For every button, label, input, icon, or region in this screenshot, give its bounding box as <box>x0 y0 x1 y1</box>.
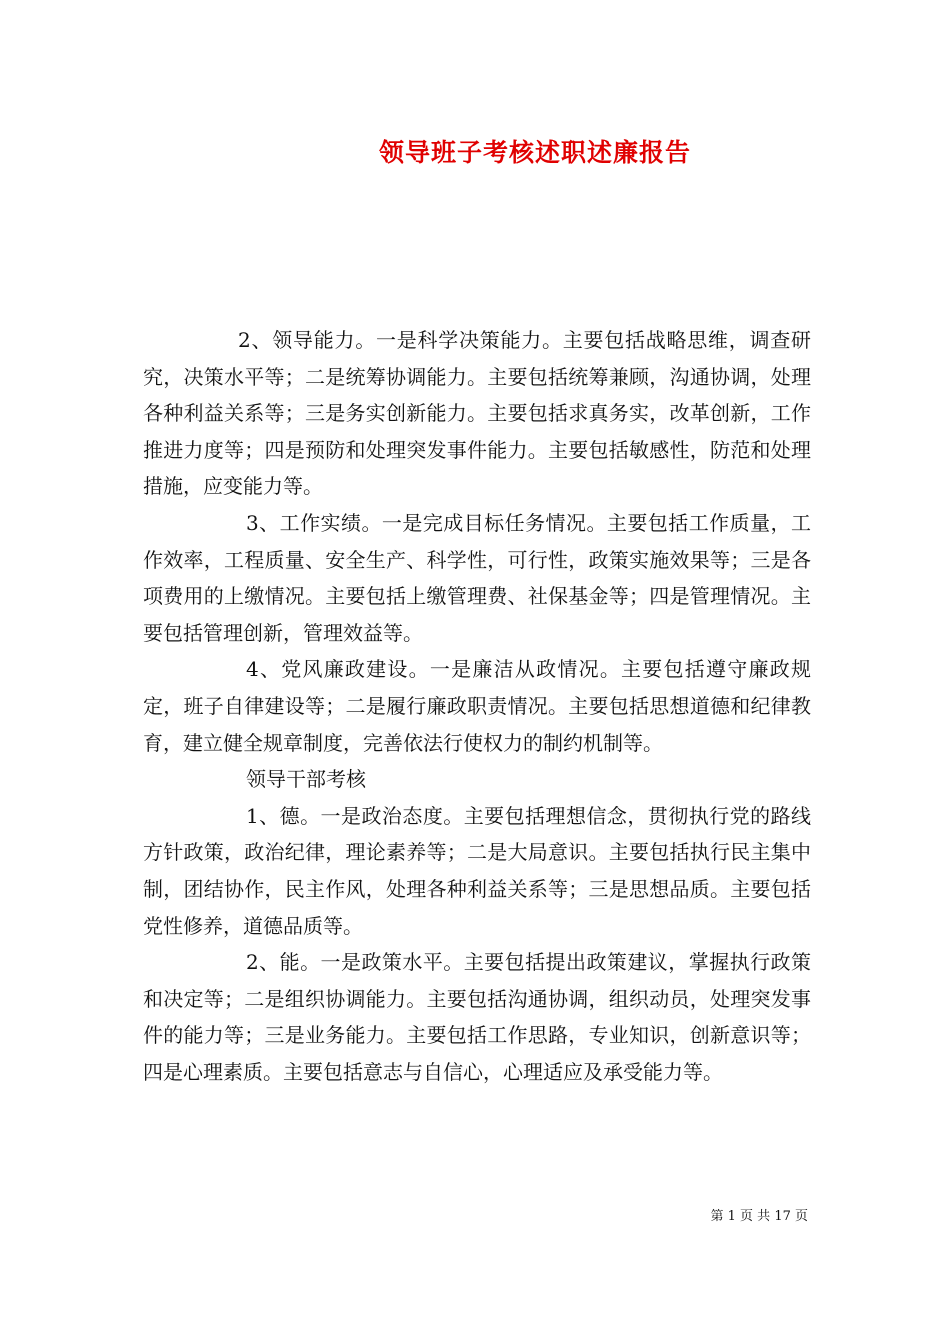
document-title: 领导班子考核述职述廉报告 <box>378 138 691 167</box>
paragraph-leadership-ability: 2、领导能力。一是科学决策能力。主要包括战略思维，调查研究，决策水平等；二是统筹协调能力。主要包括统筹兼顾，沟通协调，处理各种利益关系等；三是务实创新能力。主要包括求真务实，改革创新，工作推进力度等；四是预防和处理突发事件能力。主要包括敏感性，防范和处理措施，应变能力等。 <box>143 328 811 499</box>
section-heading-cadre-assessment: 领导干部考核 <box>246 767 366 792</box>
document-body <box>143 322 811 1090</box>
paragraph-work-performance: 3、工作实绩。一是完成目标任务情况。主要包括工作质量，工作效率，工程质量、安全生产、科学性，可行性，政策实施效果等；三是各项费用的上缴情况。主要包括上缴管理费、社保基金等；四是管理情况。主要包括管理创新，管理效益等。 <box>143 510 811 645</box>
paragraph-morality: 1、德。一是政治态度。主要包括理想信念，贯彻执行党的路线方针政策，政治纪律，理论素养等；二是大局意识。主要包括执行民主集中制，团结协作，民主作风，处理各种利益关系等；三是思想品质。主要包括党性修养，道德品质等。 <box>143 803 811 938</box>
paragraph-competence: 2、能。一是政策水平。主要包括提出政策建议，掌握执行政策和决定等；二是组织协调能力。主要包括沟通协调，组织动员，处理突发事件的能力等；三是业务能力。主要包括工作思路，专业知识，创新意识等；四是心理素质。主要包括意志与自信心，心理适应及承受能力等。 <box>143 950 811 1084</box>
page-number-footer: 第 1 页 共 17 页 <box>710 1209 808 1224</box>
paragraph-integrity-building: 4、党风廉政建设。一是廉洁从政情况。主要包括遵守廉政规定，班子自律建设等；二是履行廉政职责情况。主要包括思想道德和纪律教育，建立健全规章制度，完善依法行使权力的制约机制等。 <box>143 657 811 755</box>
